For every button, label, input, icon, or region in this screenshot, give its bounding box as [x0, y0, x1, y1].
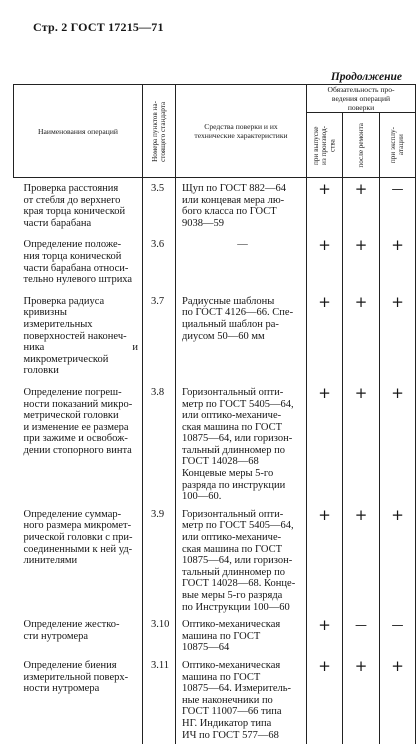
repair-mark: — [343, 616, 380, 657]
release-mark: + [307, 293, 343, 384]
means-cell: Радиусные шаблоны по ГОСТ 4126—66. Спе- циальный шаблон ра- диусом 50—60 мм [176, 293, 307, 384]
operation-cell: Определение погреш- ности показаний микро- метрической головки и изменение ее размера при зажиме и освобож- дении стопорного винта [14, 384, 143, 506]
header-item-number-text: Номера пунктов на- стоящего стандарта [150, 100, 167, 162]
verification-table [13, 84, 416, 744]
header-release-text: при выпуске из производ- ства [312, 125, 337, 165]
item-number-cell: 3.11 [143, 657, 176, 744]
use-mark: + [380, 506, 416, 616]
repair-mark: + [343, 384, 380, 506]
header-operation: Наименования операций [14, 85, 143, 178]
release-mark: + [307, 657, 343, 744]
release-mark: + [307, 506, 343, 616]
table-row [14, 293, 416, 384]
means-cell: Горизонтальный опти- метр по ГОСТ 5405—64, или оптико-механиче- ская машина по ГОСТ 10875—64, или горизон- тальный длинномер по ГОСТ 14028—68 Концевые меры 5-го разряда по инструкции 100—60. [176, 384, 307, 506]
item-number-cell: 3.8 [143, 384, 176, 506]
header-repair-text: после ремонта [356, 122, 365, 168]
use-mark: — [380, 178, 416, 237]
use-mark: + [380, 236, 416, 292]
release-mark: + [307, 616, 343, 657]
operation-cell: Определение суммар- ного размера микромет- рической головки с при- соединенными к ней уд- линителями [14, 506, 143, 616]
table-row [14, 657, 416, 744]
item-number-cell: 3.10 [143, 616, 176, 657]
operation-cell: Проверка расстояния от стебля до верхнего края торца конической части барабана [14, 178, 143, 237]
repair-mark: + [343, 657, 380, 744]
repair-mark: + [343, 178, 380, 237]
header-use-text: при эксплу- атации [389, 126, 406, 164]
means-cell: Горизонтальный опти- метр по ГОСТ 5405—64, или оптико-механиче- ская машина по ГОСТ 10875—64, или горизон- тальный длинномер по ГОСТ 14028—68. Конце- вые меры 5-го разряда по Инструкции 100—60 [176, 506, 307, 616]
item-number-cell: 3.9 [143, 506, 176, 616]
use-mark: — [380, 616, 416, 657]
page-header: Стр. 2 ГОСТ 17215—71 [33, 20, 164, 34]
header-means: Средства поверки и их технические характеристики [176, 85, 307, 178]
means-cell: Оптико-механическая машина по ГОСТ 10875—64. Измеритель- ные наконечники по ГОСТ 11007—66 типа НГ. Индикатор типа ИЧ по ГОСТ 577—68 [176, 657, 307, 744]
table-row [14, 236, 416, 292]
header-release [307, 113, 343, 178]
means-cell: — [176, 236, 307, 292]
header-group: Обязательность про- ведения операций поверки [307, 85, 416, 113]
operation-cell: Определение жестко- сти нутромера [14, 616, 143, 657]
operation-cell: Определение положе- ния торца конической части барабана относи- тельно нулевого штриха [14, 236, 143, 292]
continuation-label: Продолжение [330, 71, 402, 83]
use-mark: + [380, 293, 416, 384]
operation-cell: Проверка радиуса кривизны измерительных поверхностей наконеч- ника и микрометрической головки [14, 293, 143, 384]
item-number-cell: 3.7 [143, 293, 176, 384]
item-number-cell: 3.5 [143, 178, 176, 237]
release-mark: + [307, 384, 343, 506]
table-row [14, 506, 416, 616]
table-row [14, 616, 416, 657]
release-mark: + [307, 236, 343, 292]
table-row [14, 384, 416, 506]
item-number-cell: 3.6 [143, 236, 176, 292]
use-mark: + [380, 384, 416, 506]
use-mark: + [380, 657, 416, 744]
operation-cell: Определение биения измерительной поверх- ности нутромера [14, 657, 143, 744]
repair-mark: + [343, 293, 380, 384]
header-item-number [143, 85, 176, 178]
header-repair [343, 113, 380, 178]
means-cell: Оптико-механическая машина по ГОСТ 10875—64 [176, 616, 307, 657]
repair-mark: + [343, 506, 380, 616]
means-cell: Щуп по ГОСТ 882—64 или концевая мера лю- бого класса по ГОСТ 9038—59 [176, 178, 307, 237]
header-use [380, 113, 416, 178]
release-mark: + [307, 178, 343, 237]
table-row [14, 178, 416, 237]
repair-mark: + [343, 236, 380, 292]
